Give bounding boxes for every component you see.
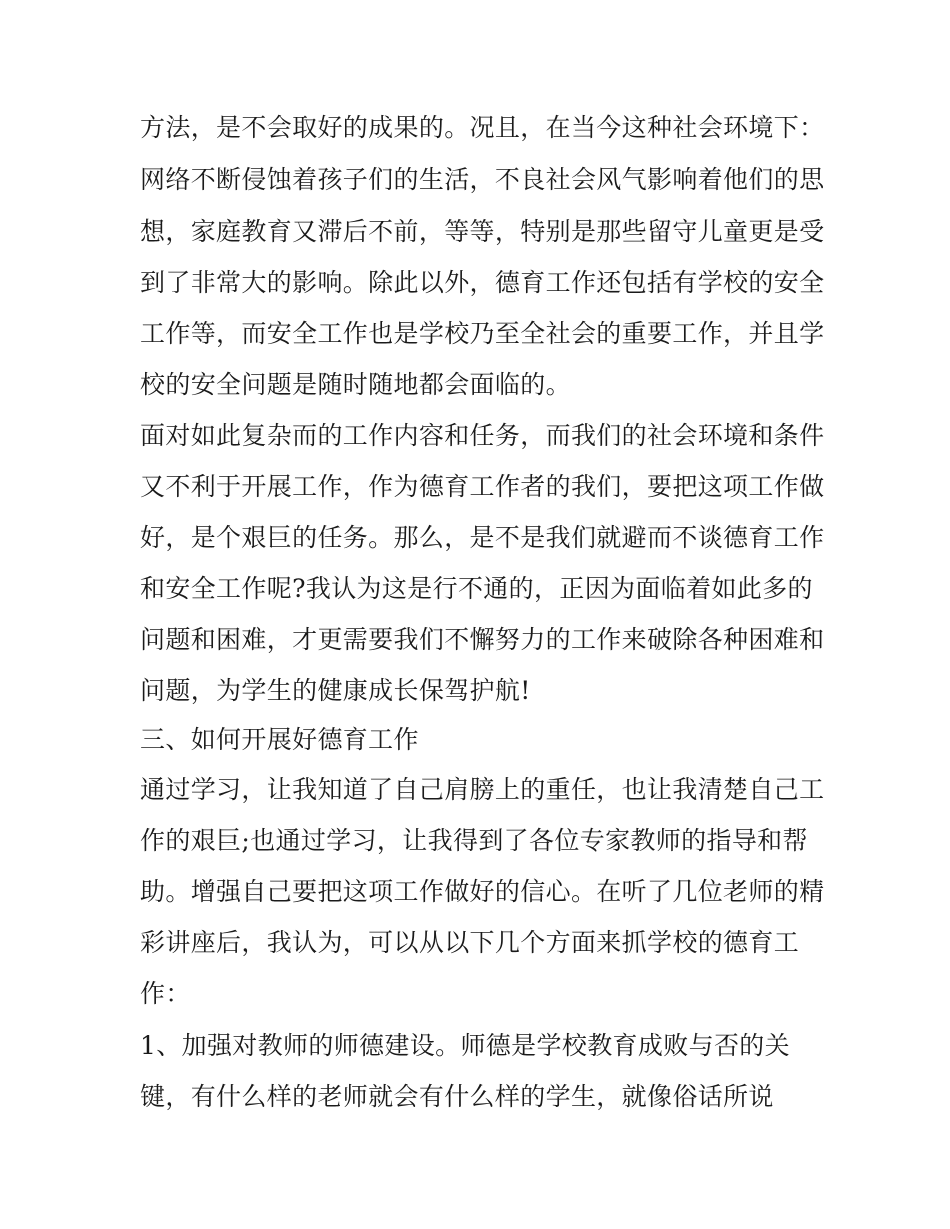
list-item-line: 键，有什么样的老师就会有什么样的学生，就像俗话所说: [140, 1082, 774, 1111]
list-item-line: 1、加强对教师的师德建设。师德是学校教育成败与否的关: [140, 1031, 791, 1060]
text-line: 作的艰巨;也通过学习，让我得到了各位专家教师的指导和帮: [140, 826, 808, 855]
text-line: 通过学习，让我知道了自己肩膀上的重任，也让我清楚自己工: [140, 775, 825, 804]
text-line: 到了非常大的影响。除此以外，德育工作还包括有学校的安全: [140, 268, 825, 297]
text-line: 问题和困难，才更需要我们不懈努力的工作来破除各种困难和: [140, 625, 825, 654]
text-line: 和安全工作呢?我认为这是行不通的，正因为面临着如此多的: [140, 574, 813, 603]
text-line: 想，家庭教育又滞后不前，等等，特别是那些留守儿童更是受: [140, 217, 825, 246]
text-line: 彩讲座后，我认为，可以从以下几个方面来抓学校的德育工: [140, 928, 800, 957]
text-line: 又不利于开展工作，作为德育工作者的我们，要把这项工作做: [140, 472, 825, 501]
text-line: 问题，为学生的健康成长保驾护航!: [140, 676, 531, 705]
section-heading: 三、如何开展好德育工作: [140, 725, 419, 754]
text-line: 作：: [140, 979, 191, 1008]
text-line: 网络不断侵蚀着孩子们的生活，不良社会风气影响着他们的思: [140, 165, 825, 194]
text-line: 好，是个艰巨的任务。那么，是不是我们就避而不谈德育工作: [140, 523, 825, 552]
text-line: 面对如此复杂而的工作内容和任务，而我们的社会环境和条件: [140, 421, 825, 450]
text-line: 助。增强自己要把这项工作做好的信心。在听了几位老师的精: [140, 877, 825, 906]
text-line: 工作等，而安全工作也是学校乃至全社会的重要工作，并且学: [140, 319, 825, 348]
text-line: 校的安全问题是随时随地都会面临的。: [140, 370, 571, 399]
text-line: 方法，是不会取好的成果的。况且，在当今这种社会环境下：: [140, 113, 825, 142]
